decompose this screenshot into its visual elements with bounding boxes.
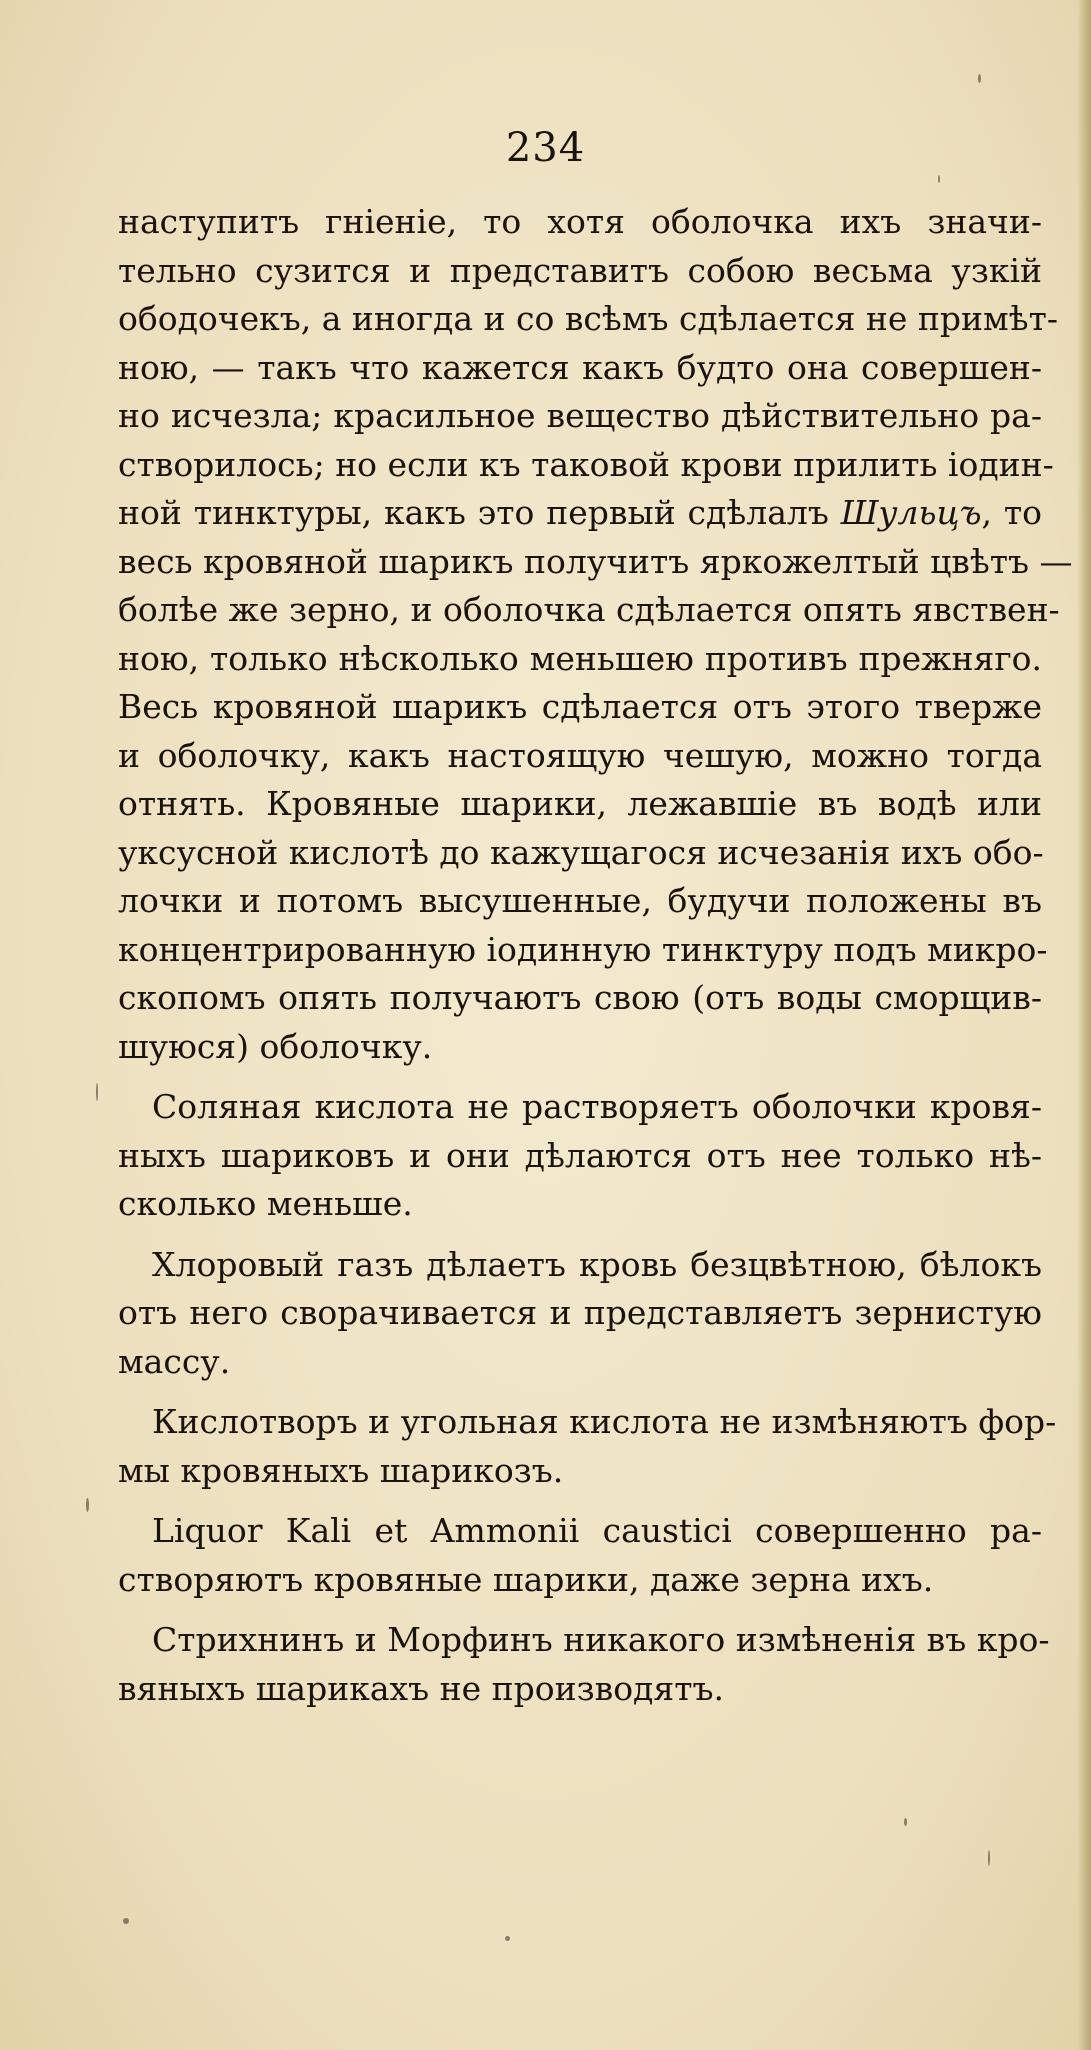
text-line: концентрированную іодинную тинктуру подъ микро-: [118, 929, 1048, 969]
scan-speck: [86, 1498, 89, 1512]
scan-speck: [123, 1918, 129, 1924]
text-line: и оболочку, какъ настоящую чешую, можно тогда: [118, 735, 1042, 775]
text-line: створилось; но если къ таковой крови прилить іодин-: [118, 444, 1054, 484]
text-line: весь кровяной шарикъ получитъ яркожелтый цвѣтъ —: [118, 541, 1073, 581]
paragraph-2: [118, 1083, 1042, 1229]
scan-speck: [938, 175, 940, 183]
text-line: сколько меньше.: [118, 1184, 413, 1223]
text-line: скопомъ опять получаютъ свою (отъ воды сморщив-: [118, 978, 1042, 1017]
page-number: 234: [505, 125, 586, 171]
text-line: Liquor Kali et Ammonii caustici совершенно ра-: [152, 1511, 1042, 1550]
text-line: Кислотворъ и угольная кислота не измѣняютъ фор-: [152, 1402, 1057, 1441]
italic-name: Шульцъ: [840, 493, 982, 532]
text-line: Стрихнинъ и Морфинъ никакого измѣненія въ кро-: [152, 1620, 1050, 1659]
text-line: Весь кровяной шарикъ сдѣлается отъ этого тверже: [118, 687, 1042, 726]
text-line: ободочекъ, а иногда и со всѣмъ сдѣлается не примѣт-: [118, 299, 1058, 338]
text-line: уксусной кислотѣ до кажущагося исчезанія ихъ обо-: [118, 832, 1044, 872]
scan-speck: [505, 1936, 510, 1941]
paragraph-1: [118, 198, 1073, 1071]
text-line: тельно сузится и представитъ собою весьма узкій: [118, 250, 1042, 290]
text-line: отнять. Кровяные шарики, лежавшіе въ водѣ или: [118, 784, 1042, 823]
text-line-with-name: [118, 489, 1042, 538]
text-line: шуюся) оболочку.: [118, 1026, 433, 1066]
text-line-end: , то: [981, 493, 1042, 532]
scan-speck: [978, 74, 981, 83]
text-line: ною, — такъ что кажется какъ будто она совершен-: [118, 347, 1042, 387]
text-line: отъ него сворачивается и представляетъ зернистую: [118, 1293, 1042, 1332]
page-text: [118, 198, 1073, 1713]
text-line-start: ной тинктуры, какъ это первый сдѣлалъ: [118, 493, 829, 532]
text-line: лочки и потомъ высушенные, будучи положены въ: [118, 881, 1042, 920]
scan-speck: [988, 1850, 990, 1866]
paragraph-4: [118, 1398, 1057, 1495]
text-line: створяютъ кровяные шарики, даже зерна ихъ.: [118, 1559, 934, 1599]
text-line: но исчезла; красильное вещество дѣйствительно ра-: [118, 396, 1042, 435]
paragraph-6: [118, 1616, 1050, 1713]
text-line: Соляная кислота не растворяетъ оболочки кровя-: [152, 1087, 1042, 1126]
page-edge-shadow: [1077, 0, 1091, 2050]
scan-speck: [96, 1083, 98, 1101]
paragraph-3: [118, 1241, 1042, 1387]
text-line: ныхъ шариковъ и они дѣлаются отъ нее только нѣ-: [118, 1135, 1042, 1175]
text-line: болѣе же зерно, и оболочка сдѣлается опять явствен-: [118, 590, 1060, 629]
text-line: Хлоровый газъ дѣлаетъ кровь безцвѣтною, бѣлокъ: [152, 1244, 1042, 1284]
paragraph-5: [118, 1507, 1042, 1604]
text-line: массу.: [118, 1341, 231, 1381]
text-line: ною, только нѣсколько меньшею противъ прежняго.: [118, 638, 1042, 678]
scan-speck: [904, 1818, 907, 1826]
text-line: вяныхъ шарикахъ не производятъ.: [118, 1668, 724, 1708]
text-line: наступитъ гніеніе, то хотя оболочка ихъ значи-: [118, 202, 1042, 241]
text-line: мы кровяныхъ шарикозъ.: [118, 1450, 564, 1490]
